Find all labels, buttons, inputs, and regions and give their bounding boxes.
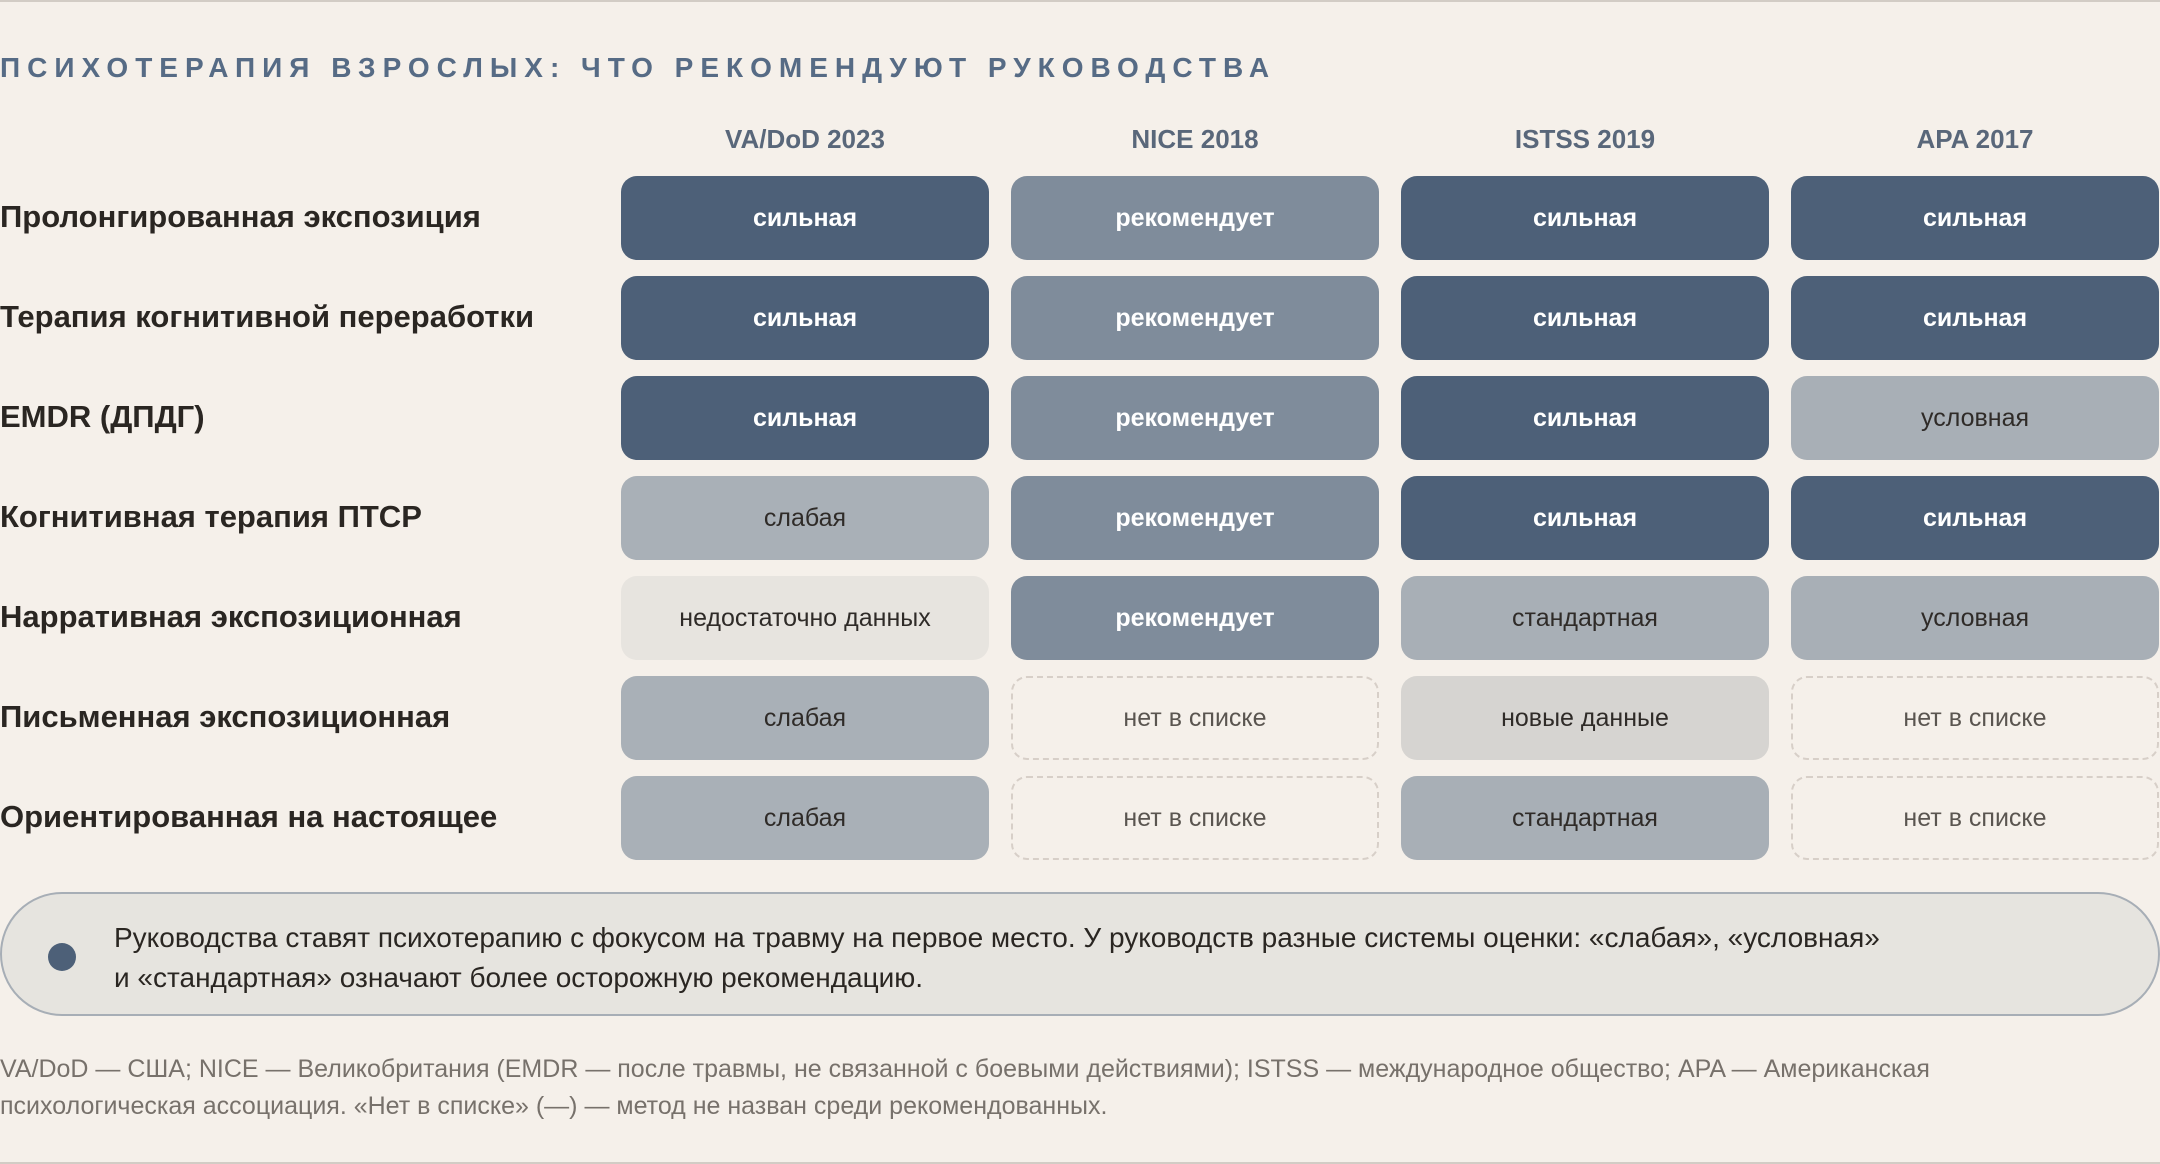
- footnote: [0, 1051, 2080, 1125]
- grade-cell: рекомендует: [1011, 176, 1379, 260]
- grade-cell: сильная: [1401, 476, 1769, 560]
- row-label: Нарративная экспозиционная: [0, 599, 462, 634]
- grade-cell: рекомендует: [1011, 476, 1379, 560]
- grade-cell: стандартная: [1401, 576, 1769, 660]
- summary-note-line-1: Руководства ставят психотерапию с фокусом на травму на первое место. У руководств разные системы оценки: «слабая», «условная»: [114, 922, 1880, 953]
- bullet-dot-icon: [48, 943, 76, 971]
- page-title: ПСИХОТЕРАПИЯ ВЗРОСЛЫХ: ЧТО РЕКОМЕНДУЮТ РУКОВОДСТВА: [0, 52, 1277, 83]
- grade-cell: рекомендует: [1011, 576, 1379, 660]
- grade-cell: новые данные: [1401, 676, 1769, 760]
- grade-cell: стандартная: [1401, 776, 1769, 860]
- grade-cell-not-listed: нет в списке: [1011, 676, 1379, 760]
- column-header-nice: NICE 2018: [1131, 124, 1259, 154]
- summary-note-text: [114, 918, 2104, 998]
- footnote-line-2: психологическая ассоциация. «Нет в списке» (—) — метод не назван среди рекомендованных.: [0, 1092, 1108, 1120]
- grade-cell: сильная: [621, 276, 989, 360]
- grade-cell: слабая: [621, 776, 989, 860]
- grade-cell-not-listed: нет в списке: [1791, 676, 2159, 760]
- grade-cell: условная: [1791, 376, 2159, 460]
- grade-cell: сильная: [1401, 376, 1769, 460]
- grade-cell: сильная: [1791, 176, 2159, 260]
- grade-cell: рекомендует: [1011, 376, 1379, 460]
- footnote-line-1: VA/DoD — США; NICE — Великобритания (EMDR — после травмы, не связанной с боевыми действиями); ISTSS — международное общество; APA — Американская: [0, 1055, 1930, 1083]
- top-divider: [0, 0, 2160, 2]
- grade-cell: сильная: [1401, 176, 1769, 260]
- grade-cell: условная: [1791, 576, 2159, 660]
- grade-cell: слабая: [621, 676, 989, 760]
- summary-note-line-2: и «стандартная» означают более осторожную рекомендацию.: [114, 962, 924, 993]
- row-label: Пролонгированная экспозиция: [0, 199, 481, 234]
- column-header-istss: ISTSS 2019: [1514, 124, 1656, 154]
- summary-note: [0, 892, 2160, 1016]
- row-label: EMDR (ДПДГ): [0, 399, 205, 434]
- column-header-vadod: VA/DoD 2023: [725, 124, 885, 154]
- grade-cell: сильная: [1791, 476, 2159, 560]
- row-label: Когнитивная терапия ПТСР: [0, 499, 422, 534]
- grade-cell: недостаточно данных: [621, 576, 989, 660]
- row-label: Ориентированная на настоящее: [0, 799, 498, 834]
- row-label: Терапия когнитивной переработки: [0, 299, 535, 334]
- column-header-apa: APA 2017: [1916, 124, 2034, 154]
- row-label: Письменная экспозиционная: [0, 699, 451, 734]
- grade-cell: сильная: [1401, 276, 1769, 360]
- grade-cell: слабая: [621, 476, 989, 560]
- grade-cell: сильная: [1791, 276, 2159, 360]
- grade-cell: сильная: [621, 376, 989, 460]
- grade-cell-not-listed: нет в списке: [1791, 776, 2159, 860]
- grade-cell-not-listed: нет в списке: [1011, 776, 1379, 860]
- grade-cell: сильная: [621, 176, 989, 260]
- grade-cell: рекомендует: [1011, 276, 1379, 360]
